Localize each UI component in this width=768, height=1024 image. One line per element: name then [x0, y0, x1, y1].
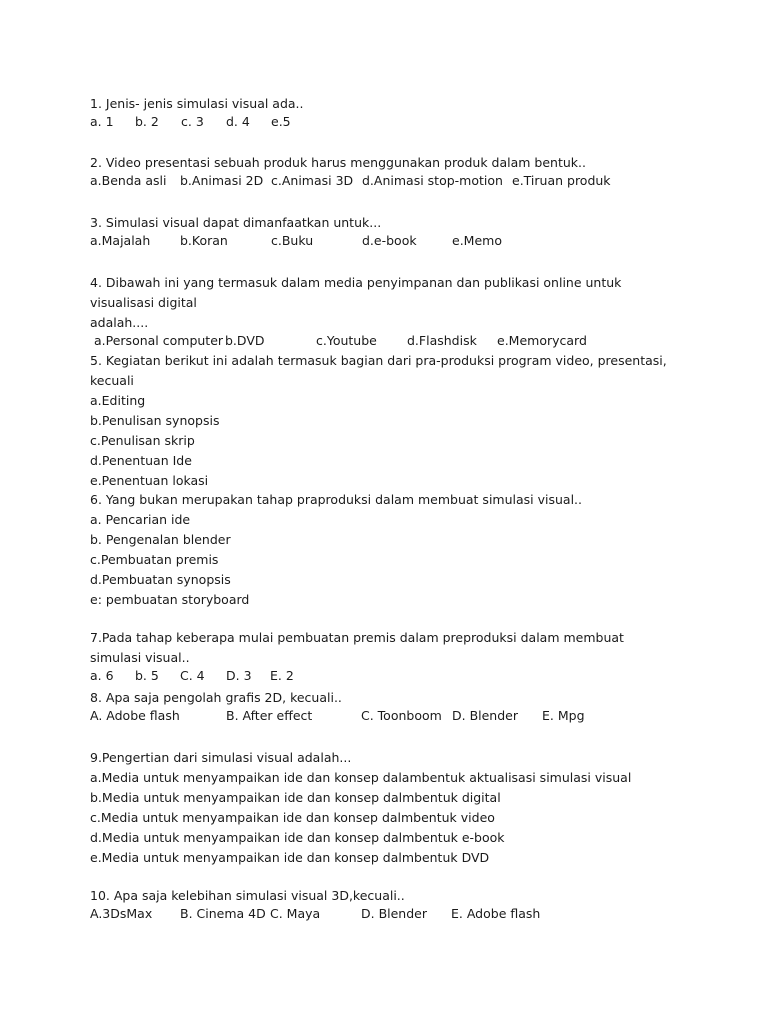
option-d: d.Pembuatan synopsis [90, 572, 231, 587]
option-b: b.Koran [180, 233, 228, 248]
option-a: a.Editing [90, 393, 146, 408]
option-b: B. After effect [226, 708, 313, 723]
option-c: c.Youtube [316, 333, 377, 348]
option-c: C. Toonboom [361, 708, 442, 723]
option-b: b.Penulisan synopsis [90, 413, 220, 428]
option-c: C. 4 [180, 668, 205, 683]
option-d: d. 4 [226, 114, 250, 129]
option-b: b.Animasi 2D [180, 173, 264, 188]
question-stem-line-1: 4. Dibawah ini yang termasuk dalam media penyimpanan dan publikasi online untuk visualisasi digital [90, 275, 622, 310]
question-8 [90, 688, 678, 728]
options-row [90, 173, 678, 193]
option-d: d.Media untuk menyampaikan ide dan konsep dalmbentuk e-book [90, 830, 505, 845]
option-a: a.Personal computer [94, 333, 224, 348]
option-e: e.Memo [452, 233, 502, 248]
option-a: a.Media untuk menyampaikan ide dan konsep dalambentuk aktualisasi simulasi visual [90, 770, 632, 785]
option-a: a. 1 [90, 114, 114, 129]
option-e: e: pembuatan storyboard [90, 592, 250, 607]
option-d: d.Flashdisk [407, 333, 477, 348]
question-stem-line-2: adalah.... [90, 315, 149, 330]
question-stem: 7.Pada tahap keberapa mulai pembuatan premis dalam preproduksi dalam membuat simulasi visual.. [90, 630, 624, 665]
option-a: A.3DsMax [90, 906, 153, 921]
question-stem: 8. Apa saja pengolah grafis 2D, kecuali.. [90, 690, 342, 705]
question-9 [90, 748, 678, 868]
option-d: d.e-book [362, 233, 417, 248]
option-d: d.Animasi stop-motion [362, 173, 503, 188]
option-d: D. 3 [226, 668, 252, 683]
options-row [90, 333, 678, 353]
option-a: a. Pencarian ide [90, 512, 191, 527]
options-row [90, 114, 678, 134]
options-row [90, 708, 678, 728]
option-e: e.Memorycard [497, 333, 587, 348]
option-a: a. 6 [90, 668, 114, 683]
question-stem: 2. Video presentasi sebuah produk harus menggunakan produk dalam bentuk.. [90, 155, 586, 170]
option-b: b. Pengenalan blender [90, 532, 231, 547]
question-7 [90, 628, 678, 688]
question-stem: 1. Jenis- jenis simulasi visual ada.. [90, 96, 304, 111]
question-stem: 10. Apa saja kelebihan simulasi visual 3D,kecuali.. [90, 888, 405, 903]
option-c: c.Penulisan skrip [90, 433, 195, 448]
options-row [90, 233, 678, 253]
option-c: c.Buku [271, 233, 314, 248]
option-b: B. Cinema 4D [180, 906, 266, 921]
option-d: D. Blender [452, 708, 518, 723]
option-e: e.5 [271, 114, 291, 129]
option-d: D. Blender [361, 906, 427, 921]
option-c: c.Pembuatan premis [90, 552, 219, 567]
option-c: c.Animasi 3D [271, 173, 354, 188]
option-c: c.Media untuk menyampaikan ide dan konsep dalmbentuk video [90, 810, 495, 825]
option-e: e.Media untuk menyampaikan ide dan konsep dalmbentuk DVD [90, 850, 490, 865]
option-e: E. Mpg [542, 708, 585, 723]
question-6 [90, 490, 678, 610]
question-2 [90, 153, 678, 193]
option-e: E. 2 [270, 668, 294, 683]
option-c: c. 3 [181, 114, 204, 129]
question-3 [90, 213, 678, 253]
question-1 [90, 94, 678, 134]
option-b: b.Media untuk menyampaikan ide dan konsep dalmbentuk digital [90, 790, 501, 805]
option-a: a.Benda asli [90, 173, 167, 188]
question-stem: 5. Kegiatan berikut ini adalah termasuk bagian dari pra-produksi program video, presentasi, kecuali [90, 353, 667, 388]
option-b: b. 2 [135, 114, 159, 129]
question-4 [90, 273, 678, 353]
options-row [90, 668, 678, 688]
question-stem: 6. Yang bukan merupakan tahap praproduksi dalam membuat simulasi visual.. [90, 492, 582, 507]
question-stem: 3. Simulasi visual dapat dimanfaatkan untuk... [90, 215, 382, 230]
option-e: E. Adobe flash [451, 906, 541, 921]
question-stem: 9.Pengertian dari simulasi visual adalah... [90, 750, 352, 765]
option-e: e.Penentuan lokasi [90, 473, 209, 488]
option-b: b. 5 [135, 668, 159, 683]
question-5 [90, 351, 678, 491]
question-10 [90, 886, 678, 926]
option-a: A. Adobe flash [90, 708, 180, 723]
option-a: a.Majalah [90, 233, 151, 248]
option-d: d.Penentuan Ide [90, 453, 192, 468]
options-row [90, 906, 678, 926]
option-b: b.DVD [225, 333, 265, 348]
option-c: C. Maya [270, 906, 321, 921]
option-e: e.Tiruan produk [512, 173, 611, 188]
